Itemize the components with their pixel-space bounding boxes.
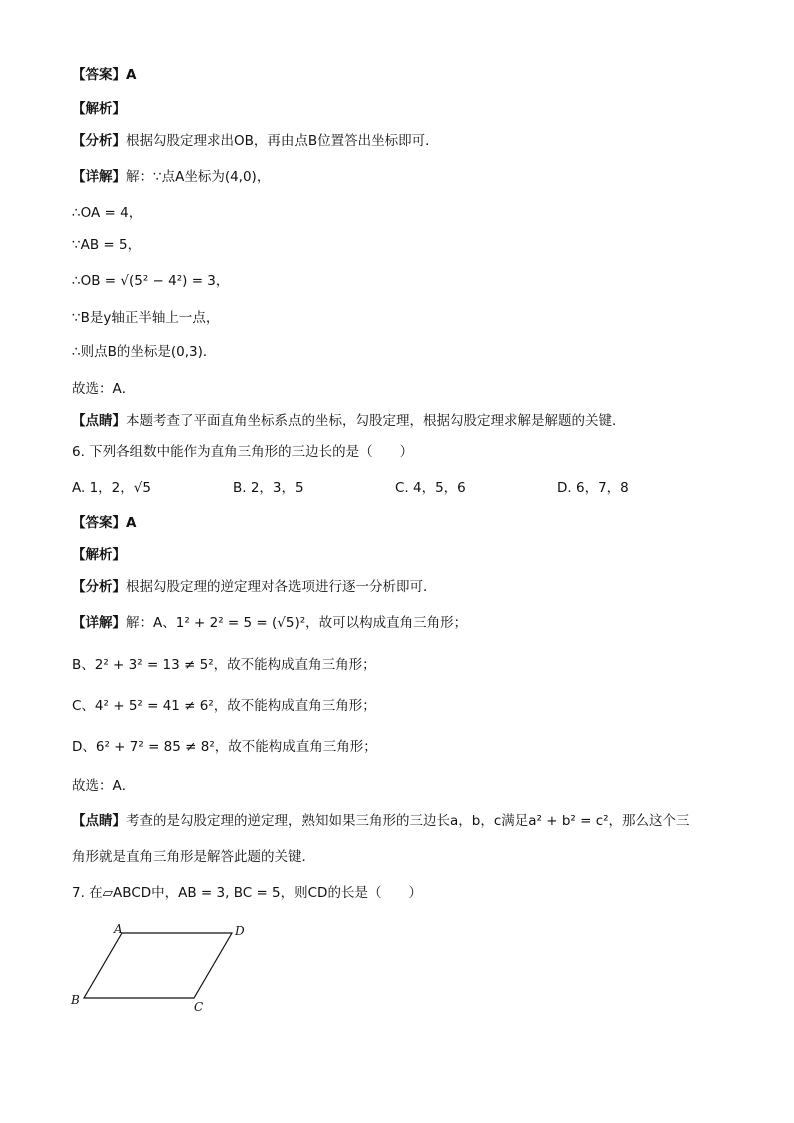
q6-analysis [72,578,437,596]
q6-jiexi-heading: 【解析】 [72,547,126,563]
q5-jiexi-heading: 【解析】 [72,101,126,117]
q6-stem: 6. 下列各组数中能作为直角三角形的三边长的是（ ） [72,444,414,460]
q6-detail [72,614,467,632]
q6-step-c: C、4² + 5² = 41 ≠ 6²，故不能构成直角三角形； [72,698,376,714]
q5-comment-text: 本题考查了平面直角坐标系点的坐标，勾股定理，根据勾股定理求解是解题的关键． [126,413,626,429]
q6-answer: 【答案】A [72,515,137,531]
q5-analysis [72,132,439,150]
q6-step-a: 解：A、1² + 2² = 5 = (√5)²，故可以构成直角三角形； [126,615,468,631]
q5-choice: 故选：A． [72,381,136,397]
q7-stem: 7. 在▱ABCD中，AB = 3, BC = 5，则CD的长是（ ） [72,885,422,901]
q5-analysis-text: 根据勾股定理求出OB，再由点B位置答出坐标即可． [126,133,439,149]
q5-step-1: 解：∵点A坐标为(4,0)， [126,169,271,185]
q5-detail-tag: 【详解】 [72,169,126,185]
q6-comment-line-1: 考查的是勾股定理的逆定理，熟知如果三角形的三边长a，b，c满足a² + b² = c²，那么这个三 [126,813,690,829]
q6-option-b: B. 2，3，5 [233,480,304,496]
q6-choice: 故选：A． [72,778,136,794]
parallelogram-figure [66,918,256,1014]
q5-step-4: ∴OB = √(5² − 4²) = 3， [72,273,230,289]
vertex-label-a: A [114,922,123,936]
q5-answer: 【答案】A [72,67,137,83]
q5-detail [72,168,270,186]
q6-analysis-tag: 【分析】 [72,579,126,595]
q6-option-d: D. 6，7，8 [557,480,629,496]
q5-step-3: ∵AB = 5， [72,237,142,253]
vertex-label-d: D [235,924,245,938]
q6-detail-tag: 【详解】 [72,615,126,631]
q5-comment [72,412,626,430]
q6-step-b: B、2² + 3² = 13 ≠ 5²，故不能构成直角三角形； [72,657,376,673]
q6-option-c: C. 4，5，6 [395,480,466,496]
q6-step-d: D、6² + 7² = 85 ≠ 8²，故不能构成直角三角形； [72,739,377,755]
q6-option-a: A. 1，2，√5 [72,480,151,496]
q6-comment-tag: 【点睛】 [72,813,126,829]
vertex-label-c: C [194,1000,204,1014]
q5-step-2: ∴OA = 4， [72,205,143,221]
q5-step-6: ∴则点B的坐标是(0,3)． [72,344,217,360]
q6-comment [72,812,690,830]
parallelogram-abcd [84,933,232,998]
vertex-label-b: B [71,993,80,1007]
q5-step-5: ∵B是y轴正半轴上一点， [72,310,220,326]
q5-analysis-tag: 【分析】 [72,133,126,149]
q6-comment-line-2: 角形就是直角三角形是解答此题的关键． [72,849,315,865]
q6-analysis-text: 根据勾股定理的逆定理对各选项进行逐一分析即可． [126,579,437,595]
q5-comment-tag: 【点睛】 [72,413,126,429]
